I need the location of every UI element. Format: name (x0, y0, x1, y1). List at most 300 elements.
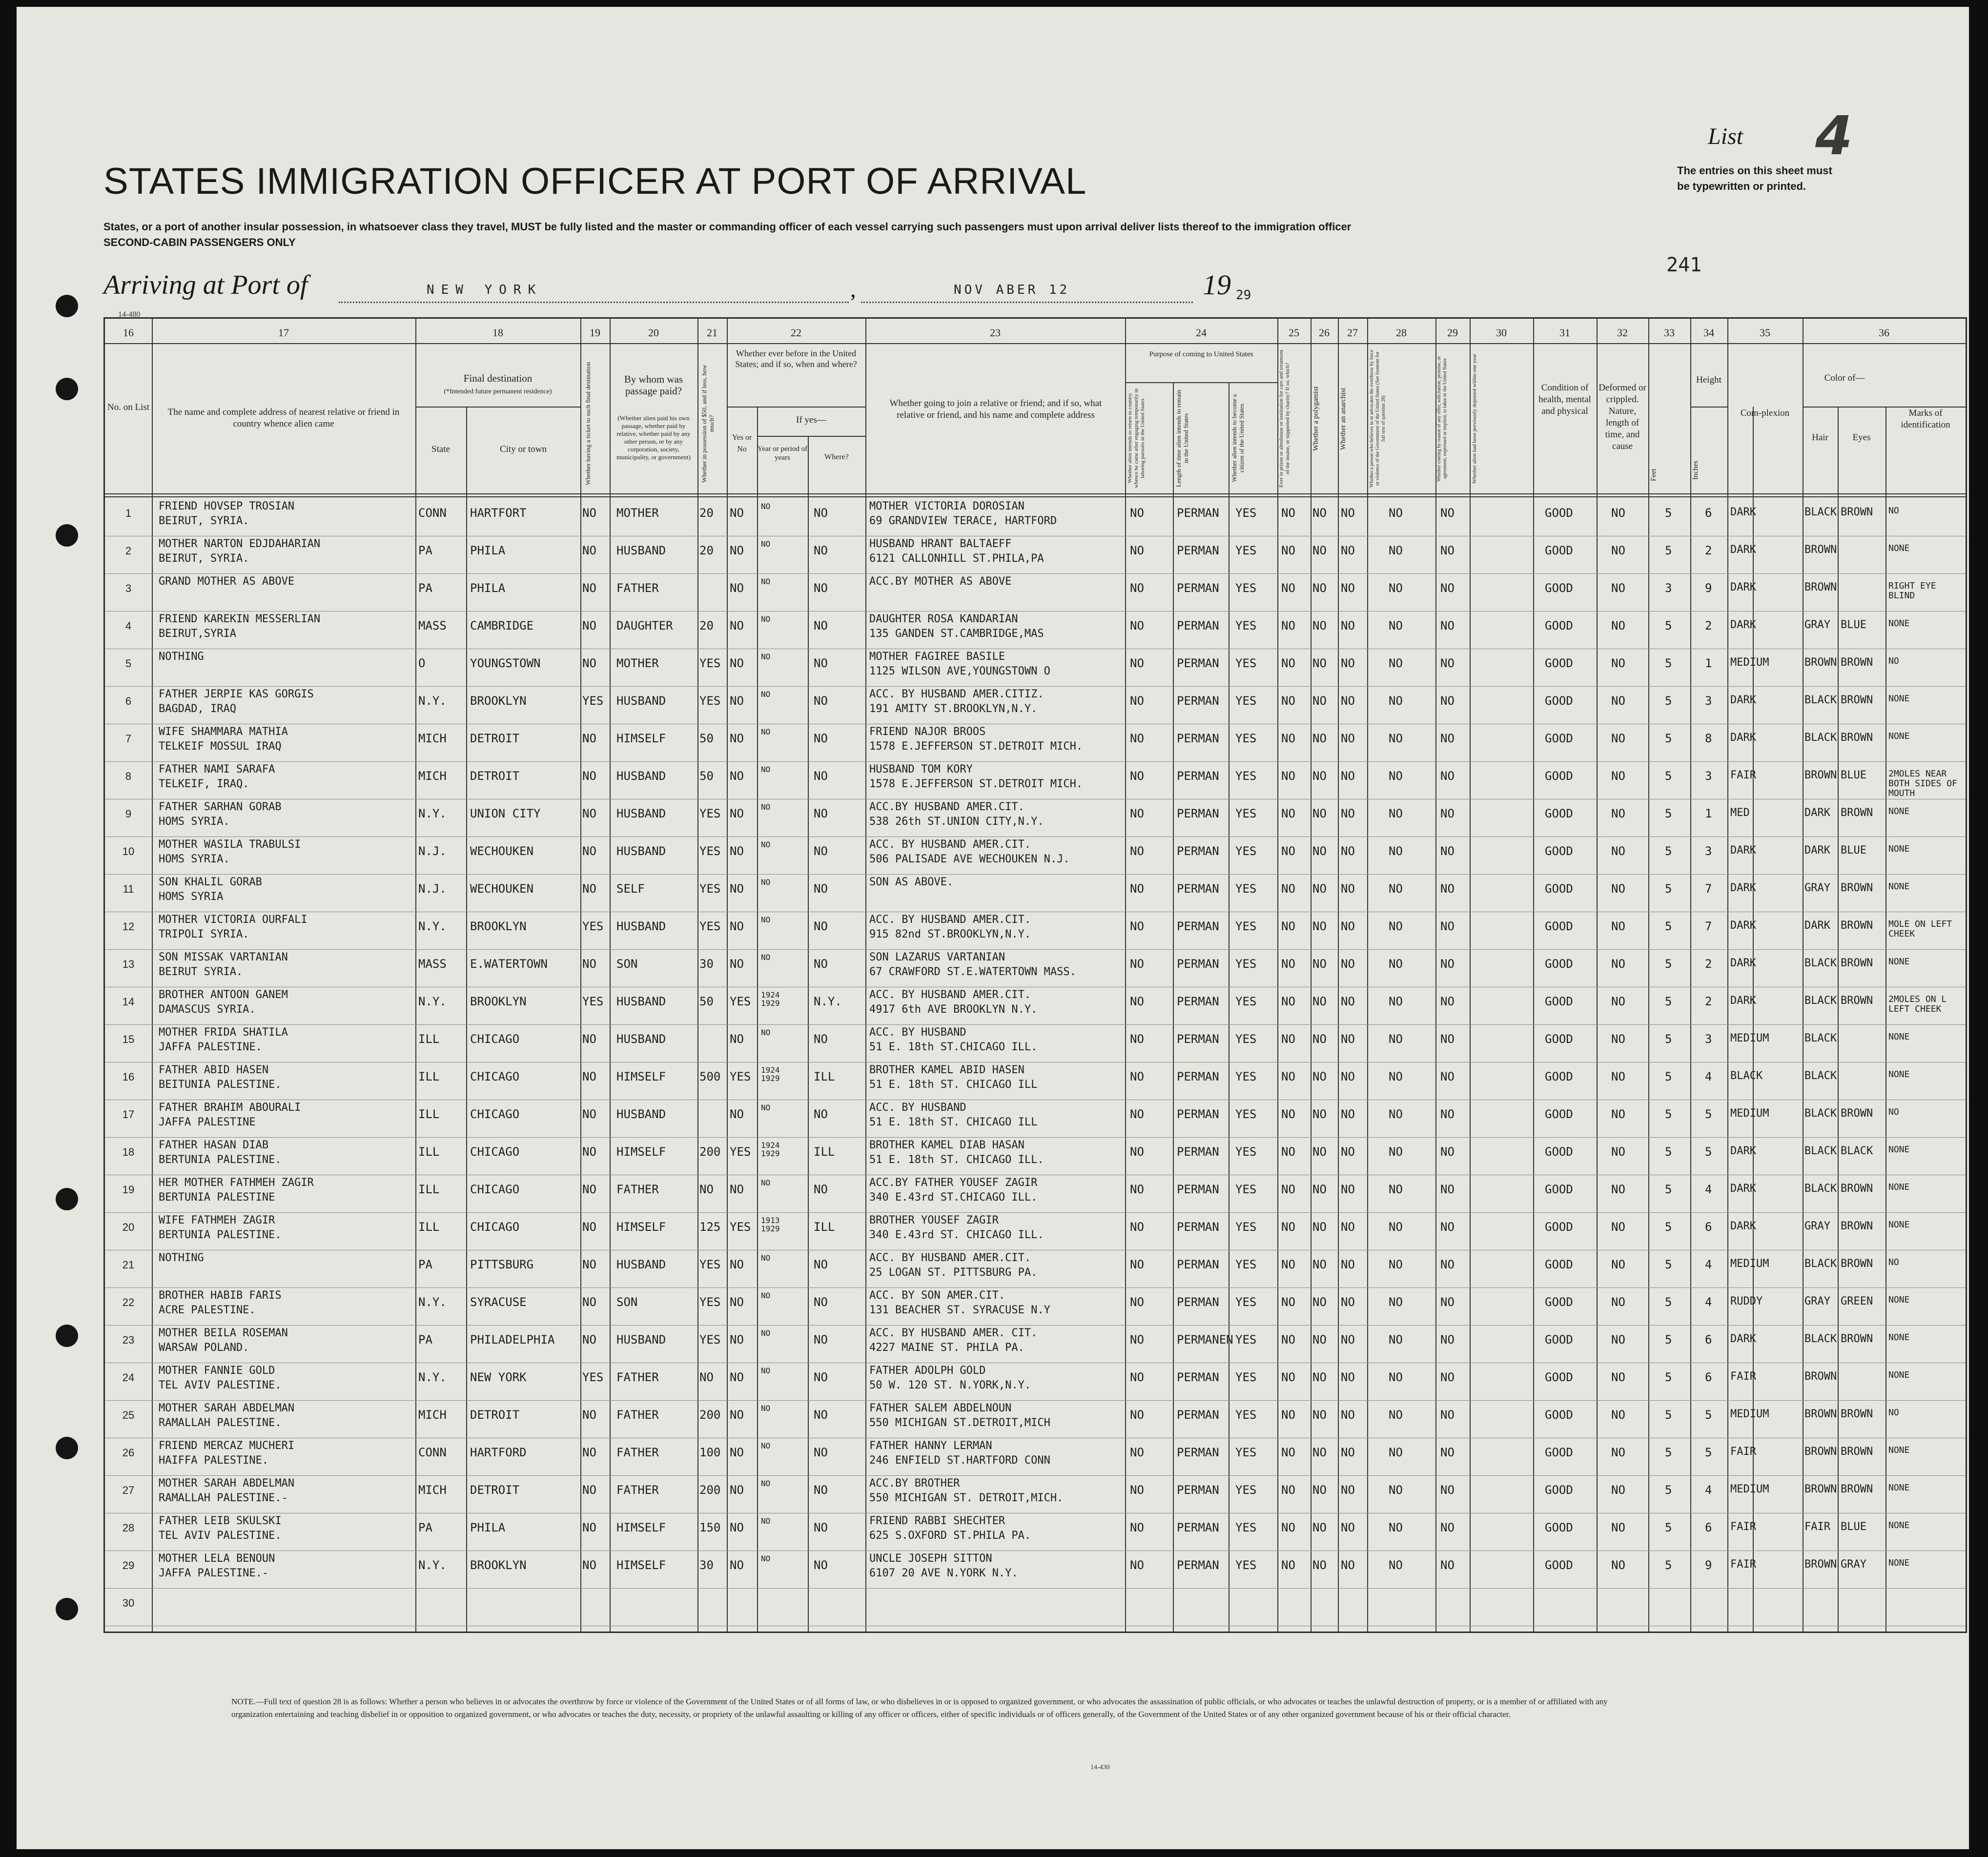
cell-feet: 5 (1665, 694, 1672, 708)
cell-q28: NO (1389, 581, 1403, 595)
cell-length: PERMAN (1177, 1032, 1219, 1046)
cell-complexion: MEDIUM (1730, 1032, 1769, 1044)
cell-period: NO (761, 614, 771, 624)
cell-anar: NO (1341, 769, 1355, 783)
cell-inches: 8 (1705, 732, 1712, 745)
cell-temp: NO (1130, 807, 1144, 820)
cell-ticket: YES (582, 1370, 604, 1384)
cell-feet: 5 (1665, 544, 1672, 557)
cell-ticket: YES (582, 694, 604, 708)
header-purpose-citizen: Whether alien intends to become a citizen of the United States (1230, 394, 1245, 483)
cell-rel1: MOTHER FANNIE GOLD (159, 1365, 275, 1377)
cell-join1: ACC. BY HUSBAND AMER.CIT. (869, 1252, 1031, 1264)
cell-health: GOOD (1545, 1558, 1573, 1572)
cell-ticket: NO (582, 656, 596, 670)
cell-health: GOOD (1545, 769, 1573, 783)
cell-join2: 51 E. 18th ST.CHICAGO ILL. (869, 1041, 1038, 1053)
cell-money: NO (699, 1370, 714, 1384)
column-number: 29 (1447, 327, 1458, 339)
cell-deformed: NO (1611, 1220, 1625, 1234)
cell-complexion: DARK (1730, 1145, 1756, 1157)
cell-citizen: YES (1235, 1521, 1257, 1534)
cell-deformed: NO (1611, 732, 1625, 745)
cell-ticket: NO (582, 1521, 596, 1534)
cell-prison: NO (1281, 581, 1295, 595)
cell-q29: NO (1440, 1258, 1455, 1271)
cell-poly: NO (1312, 1521, 1327, 1534)
cell-marks: NO (1888, 506, 1899, 516)
cell-ticket: NO (582, 1558, 596, 1572)
cell-length: PERMAN (1177, 1558, 1219, 1572)
cell-join1: SON AS ABOVE. (869, 876, 954, 888)
cell-temp: NO (1130, 957, 1144, 971)
cell-deformed: NO (1611, 844, 1625, 858)
cell-health: GOOD (1545, 1107, 1573, 1121)
column-number: 25 (1289, 327, 1299, 339)
cell-health: GOOD (1545, 1295, 1573, 1309)
cell-where: NO (814, 1333, 828, 1347)
binder-hole (56, 524, 78, 547)
cell-q29: NO (1440, 1521, 1455, 1534)
cell-health: GOOD (1545, 656, 1573, 670)
form-code: 14-480 (118, 310, 141, 319)
cell-prison: NO (1281, 1558, 1295, 1572)
cell-prison: NO (1281, 1258, 1295, 1271)
cell-deformed: NO (1611, 807, 1625, 820)
cell-citizen: YES (1235, 1446, 1257, 1459)
cell-complexion: DARK (1730, 844, 1756, 857)
cell-anar: NO (1341, 1408, 1355, 1422)
cell-rel2: DAMASCUS SYRIA. (159, 1003, 256, 1016)
cell-before: NO (730, 1408, 744, 1422)
cell-join1: ACC. BY HUSBAND AMER.CIT. (869, 989, 1031, 1001)
cell-city: BROOKLYN (470, 1558, 527, 1572)
cell-length: PERMAN (1177, 1483, 1219, 1497)
cell-rel2: JAFFA PALESTINE.- (159, 1567, 269, 1579)
cell-hair: DARK (1804, 844, 1830, 857)
cell-marks: NONE (1888, 1069, 1910, 1080)
cell-marks: NONE (1888, 806, 1910, 816)
cell-rel2: BEITUNIA PALESTINE. (159, 1079, 282, 1091)
column-number: 28 (1396, 327, 1407, 339)
cell-q29: NO (1440, 1032, 1455, 1046)
cell-eyes: BROWN (1841, 882, 1873, 894)
cell-complexion: DARK (1730, 882, 1756, 894)
cell-temp: NO (1130, 1446, 1144, 1459)
column-number: 32 (1617, 327, 1628, 339)
cell-paid: DAUGHTER (616, 619, 673, 633)
cell-health: GOOD (1545, 1370, 1573, 1384)
cell-before: NO (730, 619, 744, 633)
cell-join2: 191 AMITY ST.BROOKLYN,N.Y. (869, 703, 1038, 715)
cell-state: O (418, 656, 426, 670)
column-rule (152, 319, 153, 1632)
cell-paid: FATHER (616, 1408, 659, 1422)
header-rule (1690, 407, 1727, 408)
cell-eyes: BLUE (1841, 769, 1866, 781)
cell-city: DETROIT (470, 1408, 520, 1422)
cell-q29: NO (1440, 1408, 1455, 1422)
cell-rel2: TELKEIF MOSSUL IRAQ (159, 740, 282, 753)
cell-prison: NO (1281, 1107, 1295, 1121)
cell-money: YES (699, 919, 721, 933)
row-number: 6 (125, 695, 132, 707)
cell-citizen: YES (1235, 957, 1257, 971)
cell-deformed: NO (1611, 1070, 1625, 1083)
cell-eyes: BROWN (1841, 1333, 1873, 1345)
cell-ticket: NO (582, 1446, 596, 1459)
cell-city: BROOKLYN (470, 919, 527, 933)
cell-inches: 3 (1705, 844, 1712, 858)
header-state: State (431, 444, 450, 454)
row-rule (105, 1588, 1966, 1589)
cell-ticket: NO (582, 581, 596, 595)
date-dotted-line (861, 302, 1193, 303)
cell-rel1: MOTHER SARAH ABDELMAN (159, 1402, 295, 1414)
cell-rel2: BEIRUT SYRIA. (159, 966, 243, 978)
cell-anar: NO (1341, 844, 1355, 858)
cell-temp: NO (1130, 1070, 1144, 1083)
cell-join1: FATHER HANNY LERMAN (869, 1440, 992, 1452)
cell-period: NO (761, 502, 771, 511)
cell-complexion: DARK (1730, 506, 1756, 518)
cell-anar: NO (1341, 919, 1355, 933)
cell-hair: GRAY (1804, 1220, 1830, 1232)
cell-paid: HIMSELF (616, 1070, 666, 1083)
column-number: 18 (492, 327, 503, 339)
cell-join1: ACC. BY HUSBAND AMER. CIT. (869, 1327, 1038, 1339)
cell-temp: NO (1130, 769, 1144, 783)
cell-join2: 506 PALISADE AVE WECHOUKEN N.J. (869, 853, 1070, 865)
cell-money: YES (699, 694, 721, 708)
cell-period: NO (761, 1516, 771, 1526)
cell-rel1: FATHER HASAN DIAB (159, 1139, 269, 1151)
cell-state: N.J. (418, 882, 447, 896)
list-number: 4 (1815, 104, 1853, 167)
cell-where: NO (814, 1107, 828, 1121)
cell-deformed: NO (1611, 882, 1625, 896)
cell-rel2: BERTUNIA PALESTINE (159, 1191, 275, 1204)
header-deformed: Deformed or crippled. Nature, length of time, and cause (1599, 383, 1646, 451)
cell-city: DETROIT (470, 732, 520, 745)
cell-citizen: YES (1235, 1258, 1257, 1271)
cell-ticket: NO (582, 769, 596, 783)
cell-inches: 3 (1705, 694, 1712, 708)
cell-period: 1924 1929 (761, 1141, 780, 1158)
cell-state: MASS (418, 957, 447, 971)
cell-paid: HIMSELF (616, 1145, 666, 1159)
cell-period: NO (761, 802, 771, 812)
row-number: 3 (125, 582, 132, 594)
cell-length: PERMAN (1177, 919, 1219, 933)
cell-state: N.Y. (418, 1370, 447, 1384)
cell-health: GOOD (1545, 1333, 1573, 1347)
cell-join1: FRIEND RABBI SHECHTER (869, 1515, 1005, 1527)
header-if-yes: If yes— (796, 415, 826, 425)
cell-complexion: MED (1730, 807, 1750, 819)
row-number: 5 (125, 657, 132, 670)
header-marks: Marks of identification (1901, 408, 1950, 430)
cell-prison: NO (1281, 694, 1295, 708)
cell-eyes: BROWN (1841, 1107, 1873, 1120)
cell-citizen: YES (1235, 581, 1257, 595)
column-number: 21 (707, 327, 717, 339)
cell-q28: NO (1389, 995, 1403, 1008)
cell-citizen: YES (1235, 544, 1257, 557)
row-number: 1 (125, 507, 132, 519)
cell-marks: NONE (1888, 1144, 1910, 1155)
cell-length: PERMAN (1177, 1107, 1219, 1121)
cell-where: NO (814, 882, 828, 896)
cell-period: NO (761, 1479, 771, 1488)
cell-inches: 4 (1705, 1483, 1712, 1497)
cell-deformed: NO (1611, 544, 1625, 557)
cell-deformed: NO (1611, 1558, 1625, 1572)
cell-q28: NO (1389, 844, 1403, 858)
cell-poly: NO (1312, 1370, 1327, 1384)
cell-length: PERMAN (1177, 807, 1219, 820)
cell-marks: NONE (1888, 1332, 1910, 1343)
cell-paid: SON (616, 1295, 638, 1309)
cell-period: NO (761, 877, 771, 887)
header-city: City or town (499, 444, 547, 454)
cell-eyes: BROWN (1841, 656, 1873, 669)
cell-length: PERMAN (1177, 1408, 1219, 1422)
cell-before: NO (730, 882, 744, 896)
cell-length: PERMAN (1177, 1220, 1219, 1234)
header-rule (727, 407, 865, 408)
cell-length: PERMAN (1177, 1370, 1219, 1384)
row-number: 27 (122, 1484, 135, 1496)
cell-city: HARTFORD (470, 1446, 527, 1459)
cell-length: PERMAN (1177, 1145, 1219, 1159)
cell-citizen: YES (1235, 694, 1257, 708)
cell-q29: NO (1440, 1145, 1455, 1159)
cell-city: WECHOUKEN (470, 882, 534, 896)
column-rule (1229, 382, 1230, 1632)
manifest-table (103, 317, 1967, 1633)
cell-poly: NO (1312, 882, 1327, 896)
binder-hole (56, 1188, 78, 1210)
cell-deformed: NO (1611, 1032, 1625, 1046)
row-number: 22 (122, 1296, 135, 1308)
cell-rel2: TRIPOLI SYRIA. (159, 928, 249, 940)
cell-ticket: NO (582, 619, 596, 633)
cell-anar: NO (1341, 1258, 1355, 1271)
cell-health: GOOD (1545, 732, 1573, 745)
cell-poly: NO (1312, 1070, 1327, 1083)
cell-paid: HIMSELF (616, 732, 666, 745)
row-number: 18 (122, 1146, 135, 1158)
cell-prison: NO (1281, 995, 1295, 1008)
cell-rel2: BERTUNIA PALESTINE. (159, 1229, 282, 1241)
cell-q28: NO (1389, 1258, 1403, 1271)
cell-city: E.WATERTOWN (470, 957, 548, 971)
cell-deformed: NO (1611, 1333, 1625, 1347)
cell-inches: 4 (1705, 1070, 1712, 1083)
row-rule (105, 1400, 1966, 1401)
cell-eyes: BROWN (1841, 1258, 1873, 1270)
header-purpose-temporary: Whether alien intends to return to country whence he came after engaging temporarily in laboring pursuits in the United States (1127, 388, 1146, 489)
cell-citizen: YES (1235, 995, 1257, 1008)
cell-eyes: BROWN (1841, 957, 1873, 969)
cell-eyes: BLUE (1841, 844, 1866, 857)
cell-health: GOOD (1545, 1446, 1573, 1459)
cell-poly: NO (1312, 1483, 1327, 1497)
cell-before: NO (730, 769, 744, 783)
cell-q29: NO (1440, 882, 1455, 896)
cell-before: NO (730, 807, 744, 820)
cell-city: CHICAGO (470, 1183, 520, 1196)
cell-prison: NO (1281, 656, 1295, 670)
cell-length: PERMAN (1177, 694, 1219, 708)
cell-paid: HUSBAND (616, 1258, 666, 1271)
binder-hole (56, 295, 78, 317)
class-line: SECOND-CABIN PASSENGERS ONLY (103, 236, 296, 248)
column-rule (1727, 319, 1728, 1632)
cell-q28: NO (1389, 1107, 1403, 1121)
row-rule (105, 761, 1966, 762)
cell-rel2: BERTUNIA PALESTINE. (159, 1154, 282, 1166)
cell-q28: NO (1389, 769, 1403, 783)
cell-q28: NO (1389, 1483, 1403, 1497)
row-number: 23 (122, 1334, 135, 1346)
cell-rel2: JAFFA PALESTINE. (159, 1041, 262, 1053)
cell-poly: NO (1312, 1183, 1327, 1196)
cell-before: YES (730, 1070, 751, 1083)
binder-hole (56, 1437, 78, 1459)
cell-temp: NO (1130, 1032, 1144, 1046)
cell-before: YES (730, 1220, 751, 1234)
cell-rel1: FATHER SARHAN GORAB (159, 801, 282, 813)
row-number: 15 (122, 1033, 135, 1045)
cell-state: ILL (418, 1070, 440, 1083)
cell-join1: MOTHER VICTORIA DOROSIAN (869, 500, 1025, 512)
date-value: NOV ABER 12 (954, 283, 1070, 297)
cell-period: 1913 1929 (761, 1216, 780, 1233)
cell-before: NO (730, 656, 744, 670)
cell-health: GOOD (1545, 919, 1573, 933)
cell-inches: 3 (1705, 1032, 1712, 1046)
cell-length: PERMANEN (1177, 1333, 1233, 1347)
cell-state: PA (418, 581, 432, 595)
cell-paid: FATHER (616, 1483, 659, 1497)
column-number: 20 (648, 327, 659, 339)
cell-where: NO (814, 1183, 828, 1196)
cell-inches: 2 (1705, 619, 1712, 633)
cell-poly: NO (1312, 544, 1327, 557)
row-rule (105, 874, 1966, 875)
cell-feet: 5 (1665, 1295, 1672, 1309)
cell-marks: NONE (1888, 1032, 1910, 1042)
cell-before: NO (730, 1258, 744, 1271)
cell-q28: NO (1389, 1220, 1403, 1234)
cell-state: ILL (418, 1183, 440, 1196)
cell-money: 200 (699, 1483, 721, 1497)
cell-prison: NO (1281, 1145, 1295, 1159)
cell-where: NO (814, 506, 828, 520)
cell-before: NO (730, 1370, 744, 1384)
cell-anar: NO (1341, 1483, 1355, 1497)
cell-rel2: RAMALLAH PALESTINE. (159, 1417, 282, 1429)
header-health: Condition of health, mental and physical (1538, 383, 1591, 416)
cell-complexion: RUDDY (1730, 1295, 1763, 1307)
cell-complexion: MEDIUM (1730, 1258, 1769, 1270)
cell-eyes: GRAY (1841, 1558, 1866, 1571)
cell-period: NO (761, 1554, 771, 1563)
list-note (1677, 163, 1832, 194)
cell-prison: NO (1281, 1370, 1295, 1384)
row-rule (105, 573, 1966, 574)
row-rule (105, 686, 1966, 687)
row-number: 29 (122, 1559, 135, 1571)
cell-deformed: NO (1611, 1258, 1625, 1271)
cell-paid: MOTHER (616, 506, 659, 520)
cell-city: PHILA (470, 544, 506, 557)
column-number: 23 (990, 327, 1001, 339)
header-final-destination-note: (*Intended future permanent residence) (444, 388, 552, 395)
header-question-30: Whether alien had been previously deported within one year (1472, 354, 1477, 484)
cell-join2: 135 GANDEN ST.CAMBRIDGE,MAS (869, 628, 1044, 640)
cell-complexion: DARK (1730, 732, 1756, 744)
column-number: 17 (278, 327, 289, 339)
cell-period: 1924 1929 (761, 1065, 780, 1083)
header-inches: Inches (1692, 460, 1700, 480)
cell-before: NO (730, 1521, 744, 1534)
column-rule (580, 319, 581, 1632)
cell-marks: NONE (1888, 543, 1910, 553)
cell-join1: ACC. BY HUSBAND (869, 1026, 966, 1039)
cell-paid: FATHER (616, 1183, 659, 1196)
cell-ticket: NO (582, 1107, 596, 1121)
cell-rel2: RAMALLAH PALESTINE.- (159, 1492, 288, 1504)
cell-state: N.J. (418, 844, 447, 858)
cell-complexion: MEDIUM (1730, 656, 1769, 669)
cell-city: CHICAGO (470, 1032, 520, 1046)
cell-inches: 1 (1705, 656, 1712, 670)
cell-inches: 3 (1705, 769, 1712, 783)
cell-rel2: HOMS SYRIA. (159, 816, 230, 828)
cell-marks: NONE (1888, 1295, 1910, 1305)
cell-length: PERMAN (1177, 1446, 1219, 1459)
cell-deformed: NO (1611, 919, 1625, 933)
row-number: 19 (122, 1184, 135, 1196)
cell-complexion: DARK (1730, 581, 1756, 593)
cell-eyes: BROWN (1841, 732, 1873, 744)
cell-hair: GRAY (1804, 882, 1830, 894)
cell-length: PERMAN (1177, 957, 1219, 971)
cell-feet: 5 (1665, 1220, 1672, 1234)
cell-inches: 5 (1705, 1408, 1712, 1422)
cell-complexion: DARK (1730, 694, 1756, 706)
cell-q28: NO (1389, 1558, 1403, 1572)
cell-q28: NO (1389, 1370, 1403, 1384)
cell-marks: 2MOLES ON L LEFT CHEEK (1888, 994, 1947, 1014)
cell-temp: NO (1130, 1107, 1144, 1121)
port-value: NEW YORK (427, 283, 543, 297)
cell-where: ILL (814, 1145, 835, 1159)
column-number: 33 (1664, 327, 1675, 339)
cell-temp: NO (1130, 882, 1144, 896)
cell-q29: NO (1440, 1483, 1455, 1497)
cell-ticket: NO (582, 1183, 596, 1196)
cell-temp: NO (1130, 1183, 1144, 1196)
cell-period: NO (761, 690, 771, 699)
cell-inches: 6 (1705, 1370, 1712, 1384)
cell-hair: BROWN (1804, 1408, 1837, 1420)
cell-prison: NO (1281, 1408, 1295, 1422)
cell-join2: 340 E.43rd ST.CHICAGO ILL. (869, 1191, 1038, 1204)
